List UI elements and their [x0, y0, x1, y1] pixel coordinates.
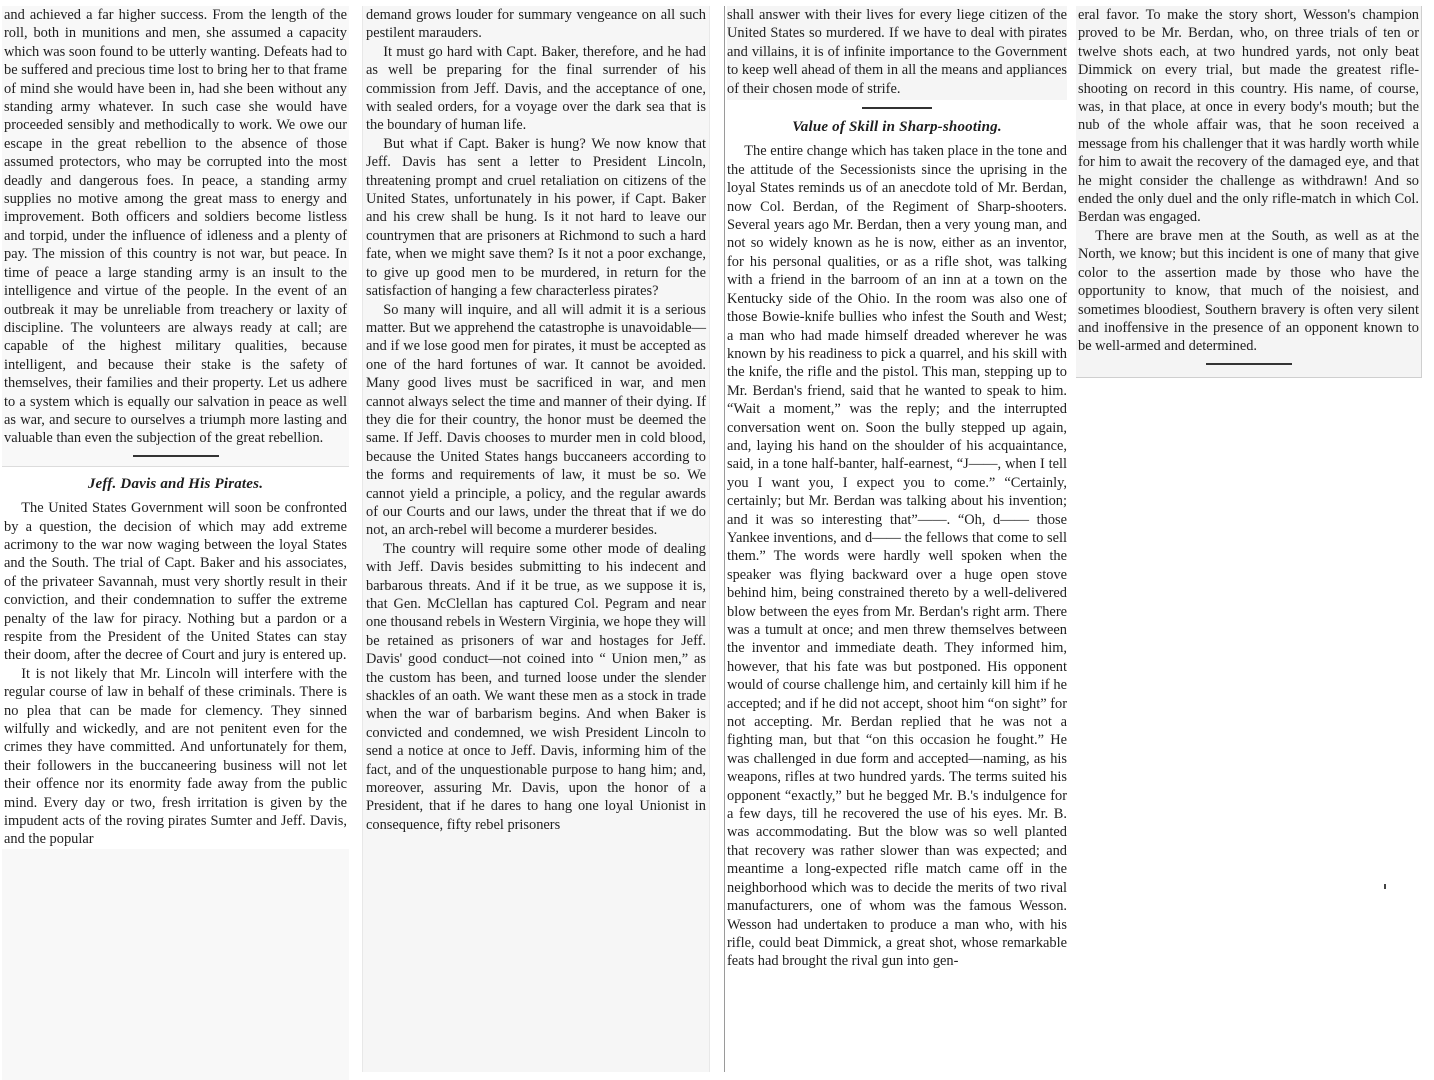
paragraph: There are brave men at the South, as well as at the North, we know; but this incident is one of many that give color to the assertion made by those who have the opportunity to know, that much of the noisiest, and sometimes bloodiest, Southern bravery is often very silent and inoffensive in the presence of an opponent known to be well-armed and determined.	[1078, 227, 1419, 355]
section-divider	[862, 107, 932, 109]
paragraph: demand grows louder for summary vengeance on all such pestilent marauders.	[366, 7, 706, 42]
section-divider	[133, 455, 219, 457]
article-heading: Value of Skill in Sharp-shooting.	[792, 119, 1002, 136]
davis-pirates-article	[2, 466, 349, 849]
paragraph: It is not likely that Mr. Lincoln will interfere with the regular course of law in behalf of these criminals. There is no plea that can be made for clemency. They sinned wilfully and wickedly, and are not penitent even for the crimes they have committed. And unfortunately for them, their followers in the buccaneering business will not let their offence nor its enormity fade away from the public mind. Every day or two, fresh irritation is given by the impudent acts of the roving pirates Sumter and Jeff. Davis, and the popular	[4, 665, 347, 848]
paragraph: The entire change which has taken place in the tone and the attitude of the Secessionists since the uprising in the loyal States reminds us of an anecdote told of Mr. Berdan, now Col. Berdan, of the Regiment of Sharp-shooters. Several years ago Mr. Berdan, then a very young man, and not so widely known as he is now, either as an inventor, for his personal qualities, or as a rifle shot, was talking with a friend in the barroom of an inn at a town on the Kentucky side of the Ohio. In the room was also one of those Bowie-knife bullies who infest the South and West; a man who had made himself dreaded wherever he was known by his readiness to pick a quarrel, and his skill with the knife, the rifle and the pistol. This man, stepping up to Mr. Berdan's friend, said that he wanted to speak to him. “Wait a moment,” was the reply; and the interrupted conversation went on. Soon the bully stepped up again, and, laying his hand on the shoulder of his acquaintance, said, in a tone half-banter, half-earnest, “J——, when I tell you I want you, I expect you to come.” “Certainly, certainly; but Mr. Berdan was talking about his invention; and it was so interesting that”——. “Oh, d—— those Yankee inventions, and d—— the fellows that come to sell them.” The words were hardly well spoken when the speaker was flying backward over a huge open stove behind him, being constrained thereto by a well-delivered blow between the eyes from Mr. Berdan's right arm. There was a tumult at once; and men threw themselves between the inventor and immediate death. They informed him, however, that his fate was but postponed. His opponent would of course challenge him, and certainly kill him if he accepted; and if he did not accept, shoot him “on sight” for not accepting. Mr. Berdan replied that he was not a fighting man, but that “on this occasion he fought.” He was challenged in due form and accepted—naming, as his weapons, rifles at two hundred yards. The terms suited his opponent “exactly,” but he begged Mr. B.'s indulgence for a few days, till he recovered the use of his eyes. Mr. B. was accommodating. But the blow was so well planted that recovery was rather slower than was expected; and meantime a long-expected rifle match came off in the neighborhood which was to decide the merits of two rival manufacturers, one of whom was the famous Wesson. Wesson had undertaken to produce a man who, with his rifle, could beat Dimmick, a great shot, whose remarkable feats had brought the rival gun into gen-	[727, 143, 1067, 970]
paragraph: The country will require some other mode of dealing with Jeff. Davis besides submitting to his indecent and barbarous threats. And if it be true, as we suppose it is, that Gen. McClellan has captured Col. Pegram and near one thousand rebels in Western Virginia, we hope they will be retained as prisoners of war and hostages for Jeff. Davis' good conduct—not coined into “ Union men,” as the custom has been, and turned loose under the slender shackles of an oath. We want these men as a stock in trade when the war of barbarism begins. And when Baker is convicted and condemned, we wish President Lincoln to send a notice at once to Jeff. Davis, informing him of the fact, and of the unquestionable purpose to hang him; and, moreover, assuring Mr. Davis, upon the honor of a President, that if he dares to hang one loyal Unionist in consequence, fifty rebel prisoners	[366, 540, 706, 833]
davis-pirates-article-end	[727, 6, 1067, 100]
paragraph: shall answer with their lives for every liege citizen of the United States so murdered. If we have to deal with pirates and villains, it is of infinite importance to the Government to keep well ahead of them in all the means and appliances of their chosen mode of strife.	[727, 7, 1067, 97]
paragraph: eral favor. To make the story short, Wesson's champion proved to be Mr. Berdan, who, on three trials of ten or twelve shots each, at two hundred yards, not only beat Dimmick on every trial, but made the greatest rifle-shooting on record in this country. His name, of course, was, in that place, at once in every body's mouth; but the nub of the whole affair was, that he soon received a message from his challenger that it was hardly worth while for him to await the recovery of the damaged eye, and that he might consider the challenge as withdrawn! And so ended the only duel and the only rifle-match in which Col. Berdan was engaged.	[1078, 7, 1419, 226]
column-3	[724, 6, 1069, 1072]
article-heading: Jeff. Davis and His Pirates.	[87, 475, 264, 492]
paragraph: So many will inquire, and all will admit it is a serious matter. But we apprehend the catastrophe is unavoidable—and if we lose good men for pirates, it must be accepted as one of the hard fortunes of war. It cannot be avoided. Many good lives must be sacrificed in war, and men cannot always select the time and manner of their dying. If they die for their country, the honor must be deemed the same. If Jeff. Davis chooses to murder men in cold blood, because the United States hangs buccaneers according to the forms and requirements of law, it must be so. We cannot yield a principle, a policy, and the regular awards of our Courts and our laws, under the threat that if we do not, an arch-rebel will become a murderer besides.	[366, 301, 706, 539]
section-divider	[1206, 363, 1292, 365]
paragraph: and achieved a far higher success. From the length of the roll, both in munitions and men, she assumed a capacity which was soon found to be utterly wanting. Defeats had to be suffered and precious time lost to bring her to that frame of mind she would have been in, had she been without any standing army whatever. In such case she would have proceeded sensibly and methodically to work. We owe our escape in the great rebellion to the absence of those assumed protectors, who may be corrupted into the most deadly and dangerous foes. In peace, a standing army supplies no motive among the great mass to energy and improvement. Both officers and soldiers become listless and torpid, under the influence of idleness and a plenty of pay. The mission of this country is not war, but peace. In time of peace a large standing army is an insult to the intelligence and virtue of the people. In the event of an outbreak it may be unreliable from treachery or laxity of discipline. The volunteers are always ready at call; are capable of the highest military qualities, because intelligent, and because their stake is the safety of themselves, their families and their property. Let us adhere to a system which is equally our salvation in peace as well as war, and secure to ourselves a triumph more lasting and valuable than even the subjection of the great rebellion.	[4, 7, 347, 447]
column-1	[2, 6, 349, 1080]
paragraph: The United States Government will soon be confronted by a question, the decision of which may add extreme acrimony to the war now waging between the loyal States and the South. The trial of Capt. Baker and his associates, of the privateer Savannah, must very shortly result in their conviction, and their condemnation to suffer the extreme penalty of the law for piracy. Nothing but a pardon or a respite from the President of the United States can stay their doom, after the decree of Court and jury is entered up.	[4, 500, 347, 664]
standing-army-article-end	[2, 6, 349, 448]
paragraph: It must go hard with Capt. Baker, therefore, and he had as well be preparing for the final surrender of his commission from Jeff. Davis, and the acceptance of one, with sealed orders, for a voyage over the dark sea that is the boundary of human life.	[366, 43, 706, 134]
column-2	[362, 6, 710, 1072]
scan-speck	[1384, 884, 1386, 889]
paragraph: But what if Capt. Baker is hung? We now know that Jeff. Davis has sent a letter to President Lincoln, threatening prompt and cruel retaliation on citizens of the United States, unfortunately in his power, if Capt. Baker and his crew shall be hung. Is it not hard to leave our countrymen that are prisoners at Richmond to such a hard fate, when we might save them? Is it not a poor exchange, to give up good men to be murdered, in return for the satisfaction of hanging a few characterless pirates?	[366, 135, 706, 300]
column-4	[1076, 6, 1422, 378]
